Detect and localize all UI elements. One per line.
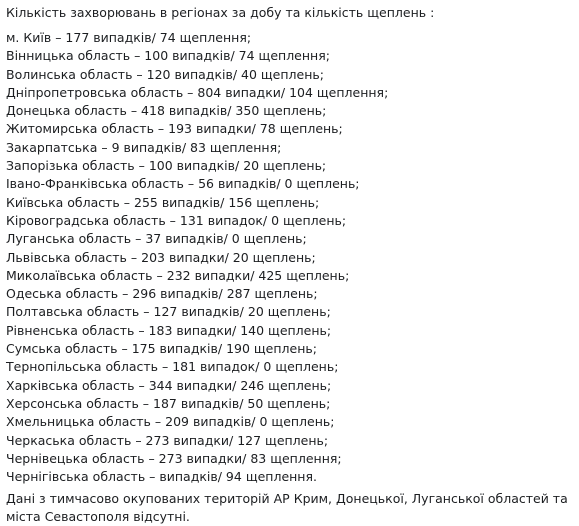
region-line: Миколаївська область – 232 випадки/ 425 щеплень; <box>6 267 350 283</box>
post-heading: Кількість захворювань в регіонах за добу та кількість щеплень : <box>6 5 435 20</box>
region-line: Луганська область – 37 випадків/ 0 щеплень; <box>6 231 307 247</box>
region-line: Донецька область – 418 випадків/ 350 щеплень; <box>6 103 327 119</box>
region-line: Херсонська область – 187 випадків/ 50 щеплень; <box>6 395 331 411</box>
region-line: Запорізька область – 100 випадків/ 20 щеплень; <box>6 158 327 174</box>
post-body <box>6 5 574 526</box>
region-line: Вінницька область – 100 випадків/ 74 щеплення; <box>6 48 330 64</box>
region-line: Рівненська область – 183 випадки/ 140 щеплень; <box>6 322 332 338</box>
region-line: Волинська область – 120 випадків/ 40 щеплень; <box>6 66 324 82</box>
region-line: Чернігівська область – випадків/ 94 щеплення. <box>6 469 317 485</box>
region-list <box>6 29 574 486</box>
region-line: Львівська область – 203 випадки/ 20 щеплень; <box>6 249 316 265</box>
post-footnote: Дані з тимчасово окупованих територій АР Крим, Донецької, Луганської областей та міста Севастополя відсутні. <box>6 491 568 525</box>
region-line: Хмельницька область – 209 випадків/ 0 щеплень; <box>6 414 335 430</box>
region-line: Чернівецька область – 273 випадки/ 83 щеплення; <box>6 450 342 466</box>
region-line: Сумська область – 175 випадків/ 190 щеплень; <box>6 341 317 357</box>
region-line: Київська область – 255 випадків/ 156 щеплень; <box>6 194 320 210</box>
region-line: Черкаська область – 273 випадки/ 127 щеплень; <box>6 432 329 448</box>
region-line: м. Київ – 177 випадків/ 74 щеплення; <box>6 30 252 45</box>
region-line: Одеська область – 296 випадків/ 287 щеплень; <box>6 286 318 302</box>
region-line: Полтавська область – 127 випадків/ 20 щеплень; <box>6 304 331 320</box>
region-line: Тернопільська область – 181 випадок/ 0 щеплень; <box>6 359 339 375</box>
region-line: Харківська область – 344 випадки/ 246 щеплень; <box>6 377 332 393</box>
region-line: Дніпропетровська область – 804 випадки/ 104 щеплення; <box>6 84 389 100</box>
region-line: Закарпатська – 9 випадків/ 83 щеплення; <box>6 139 282 155</box>
region-line: Івано-Франківська область – 56 випадків/ 0 щеплень; <box>6 176 360 192</box>
region-line: Житомирська область – 193 випадки/ 78 щеплень; <box>6 121 343 137</box>
region-line: Кіровоградська область – 131 випадок/ 0 щеплень; <box>6 212 347 228</box>
